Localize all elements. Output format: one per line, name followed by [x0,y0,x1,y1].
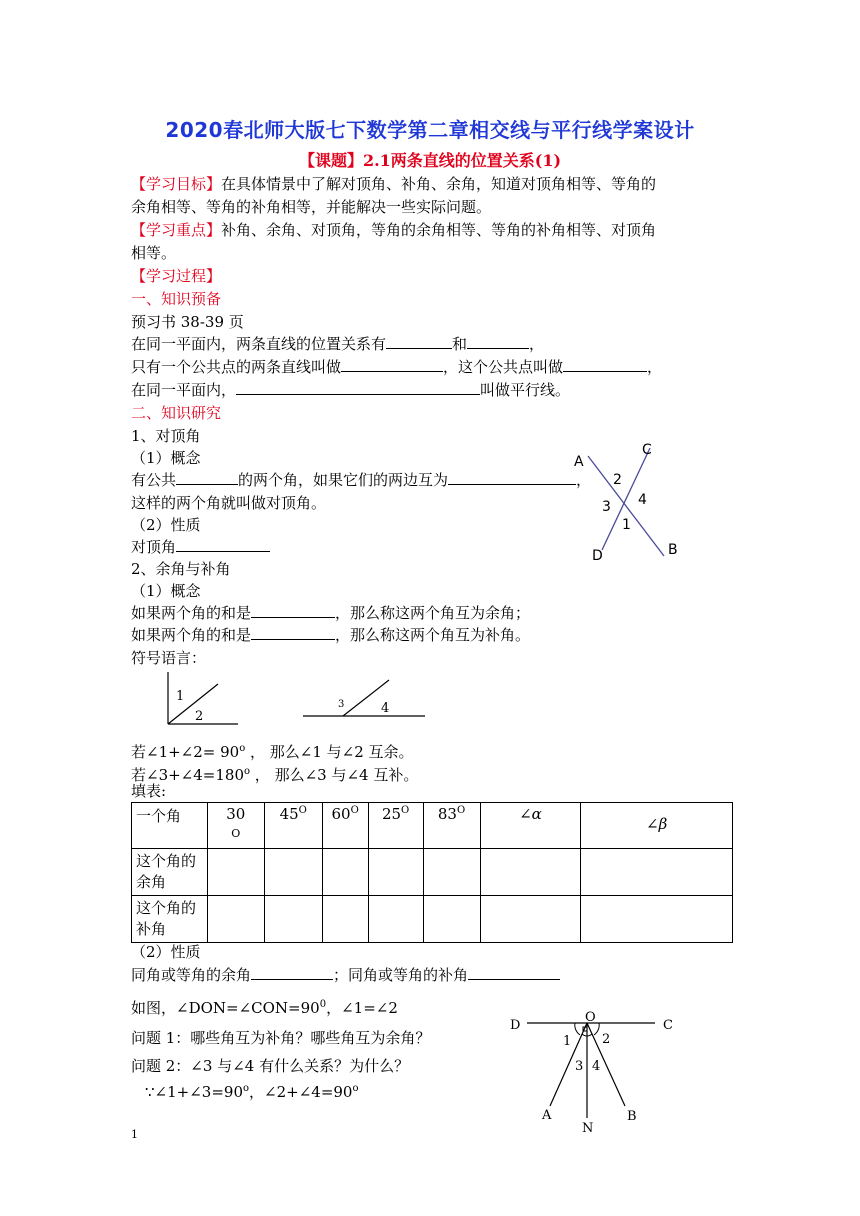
label-angle-4: 4 [381,701,390,716]
because-line [145,1078,359,1103]
angle-cell: $60^O$ [322,803,368,849]
angle-cell: $83^O$ [423,803,480,849]
table-row [132,803,733,849]
label-angle-3: 3 [575,1059,584,1074]
label-angle-1: 1 [563,1034,572,1049]
row-header: 一个角 [132,803,208,849]
supp-text-b: ，那么称这两个角互为补角。 [335,626,531,644]
answer-cell[interactable] [322,849,368,896]
answer-cell[interactable] [207,896,264,943]
answer-cell[interactable] [264,896,322,943]
focus-tag: 【学习重点】 [131,221,222,239]
supplement-def-line [131,624,530,646]
table-row [132,896,733,943]
symbol-language-label: 符号语言： [131,649,207,667]
row-header: 这个角的余角 [132,849,208,896]
angle-cell-alpha: ∠α [480,803,581,849]
label-n: N [582,1121,594,1136]
complement-property-line [131,964,560,986]
label-d: D [592,548,603,564]
answer-blank[interactable] [176,469,238,485]
given-text-b: ，∠1=∠2 [326,999,398,1017]
goal-text-1: 在具体情景中了解对顶角、补角、余角，知道对顶角相等、等角的 [221,175,657,193]
label-o: O [585,1010,596,1025]
concept-heading-1: （1）概念 [131,449,201,467]
angle-arc [582,1034,587,1036]
degree-sign: o [244,766,251,777]
vertical-def-line [131,469,591,491]
because-text-b: ，∠2+∠4=90 [249,1083,353,1101]
label-angle-1: 1 [622,517,631,533]
lesson-subtitle: 【课题】2.1两条直线的位置关系(1) [298,151,562,170]
statement-complement [131,738,414,763]
statement-supplement [131,761,418,786]
label-angle-3: 3 [338,699,345,710]
vert-text-a: 有公共 [131,471,177,489]
answer-blank[interactable] [468,964,560,980]
item-vertical-angles: 1、对顶角 [131,427,201,445]
answer-blank[interactable] [251,964,333,980]
label-angle-2: 2 [613,472,622,488]
label-angle-2: 2 [195,709,204,724]
angle-arc [587,1034,592,1036]
label-angle-2: 2 [602,1032,611,1047]
prop2-text-a: 同角或等角的余角 [131,966,252,984]
answer-cell[interactable] [423,849,480,896]
vertical-angles-figure [560,436,700,566]
stmt2-text-b: ， 那么∠3 与∠4 互补。 [250,766,419,784]
answer-blank[interactable] [176,536,270,552]
q1-text-a: 在同一平面内，两条直线的位置关系有 [131,335,387,353]
because-text-a: ∵∠1+∠3=90 [145,1083,243,1101]
complement-def-line [131,602,530,624]
angle-cell: $45^O$ [264,803,322,849]
degree-sign: o [243,1083,250,1094]
vert-text-c: ， [576,471,592,489]
focus-line-2: 相等。 [131,244,177,262]
stmt1-text-a: 若∠1+∠2= 90 [131,743,240,761]
goal-tag: 【学习目标】 [131,175,222,193]
concept-heading-2: （1）概念 [131,582,201,600]
page-number: 1 [131,1128,138,1141]
label-b: B [668,542,678,558]
supp-text-a: 如果两个角的和是 [131,626,252,644]
label-angle-4: 4 [592,1059,601,1074]
item-complementary: 2、余角与补角 [131,560,231,578]
question-line-2 [131,356,662,378]
label-b: B [627,1109,637,1124]
answer-cell[interactable] [480,896,581,943]
answer-blank[interactable] [448,469,576,485]
answer-cell[interactable] [322,896,368,943]
answer-blank[interactable] [236,379,480,395]
answer-blank[interactable] [563,356,647,372]
answer-cell[interactable] [264,849,322,896]
section-heading-2: 二、知识研究 [131,404,222,422]
angle-cell-beta: ∠β [581,803,733,849]
answer-cell[interactable] [423,896,480,943]
rays-from-o-figure [505,1008,685,1138]
q2-text-c: ， [647,358,663,376]
property-heading-1: （2）性质 [131,516,201,534]
vertical-def-line-2: 这样的两个角就叫做对顶角。 [131,494,327,512]
goal-line-1 [131,173,656,195]
q2-text-b: ，这个公共点叫做 [443,358,564,376]
prop2-text-b: ；同角或等角的补角 [333,966,469,984]
q1-text-c: ， [529,335,545,353]
label-d: D [510,1018,521,1033]
comp-text-a: 如果两个角的和是 [131,604,252,622]
focus-text-1: 补角、余角、对顶角，等角的余角相等、等角的补角相等、对顶角 [221,221,657,239]
answer-blank[interactable] [251,602,335,618]
property-heading-2: （2）性质 [131,943,201,961]
degree-sign: o [352,1083,359,1094]
line-ab [588,456,664,556]
section-heading-1: 一、知识预备 [131,290,222,308]
q2-text-a: 只有一个公共点的两条直线叫做 [131,358,342,376]
q1-text-b: 和 [452,335,468,353]
answer-cell[interactable] [368,896,423,943]
degree-sign: o [239,743,246,754]
answer-cell[interactable] [581,896,733,943]
label-angle-4: 4 [638,492,647,508]
answer-blank[interactable] [467,333,529,349]
goal-line-2: 余角相等、等角的补角相等，并能解决一些实际问题。 [131,198,492,216]
vertical-property-line [131,536,270,558]
angle-cell: 30 O [207,803,264,849]
answer-blank[interactable] [251,624,335,640]
angle-cell: $25^O$ [368,803,423,849]
document-title: 2020春北师大版七下数学第二章相交线与平行线学案设计 [165,118,695,142]
vert-prop-text: 对顶角 [131,538,177,556]
answer-cell[interactable] [207,849,264,896]
focus-line-1 [131,219,656,241]
given-line [131,994,398,1019]
label-a: A [574,454,584,470]
label-c: C [663,1018,673,1033]
degree-sign: 0 [319,999,327,1010]
q3-text-b: 叫做平行线。 [480,381,571,399]
answer-cell[interactable] [581,849,733,896]
comp-text-b: ，那么称这两个角互为余角； [335,604,531,622]
angle-fill-table [131,802,733,943]
label-angle-1: 1 [176,689,185,704]
label-angle-3: 3 [602,499,611,515]
answer-blank[interactable] [386,333,452,349]
angle-arc [575,1023,580,1035]
fill-table-label: 填表: [131,782,167,800]
table-row [132,849,733,896]
answer-cell[interactable] [368,849,423,896]
question-line-1 [131,333,544,355]
label-a: A [542,1108,552,1123]
question-2: 问题 2：∠3 与∠4 有什么关系？为什么？ [131,1057,410,1075]
preview-line: 预习书 38-39 页 [131,313,244,331]
question-1: 问题 1：哪些角互为补角？哪些角互为余角？ [131,1029,431,1047]
q3-text-a: 在同一平面内， [131,381,237,399]
answer-cell[interactable] [480,849,581,896]
label-c: C [642,442,652,458]
stmt2-text-a: 若∠3+∠4=180 [131,766,244,784]
angle-pairs-figure [160,670,440,728]
process-tag: 【学习过程】 [131,267,222,285]
row-header: 这个角的补角 [132,896,208,943]
vert-text-b: 的两个角，如果它们的两边互为 [238,471,449,489]
question-line-3 [131,379,570,401]
given-text-a: 如图，∠DON=∠CON=90 [131,999,320,1017]
stmt1-text-b: ， 那么∠1 与∠2 互余。 [245,743,414,761]
answer-blank[interactable] [341,356,443,372]
